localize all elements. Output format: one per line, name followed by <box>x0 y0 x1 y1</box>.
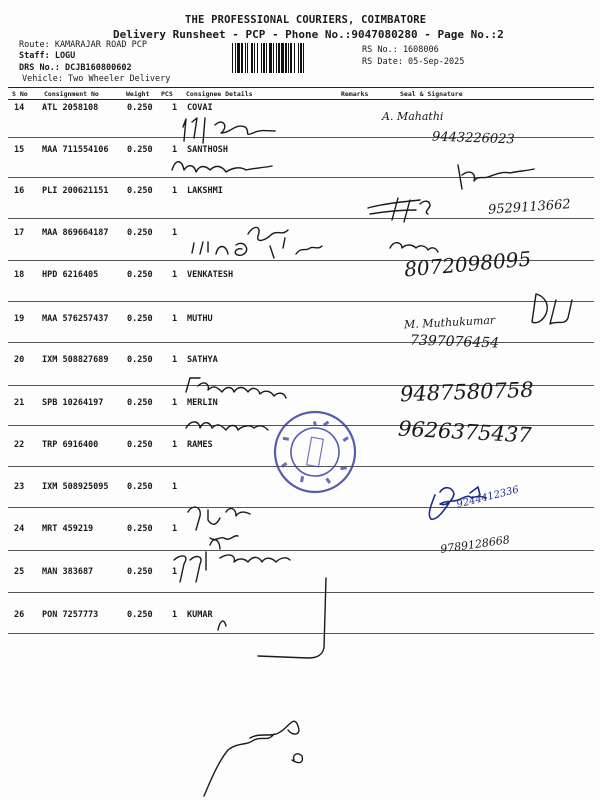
signature-scrawl <box>390 243 438 252</box>
col-consignee: Consignee Details <box>186 90 253 98</box>
row-pcs: 1 <box>172 482 178 492</box>
row-pcs: 1 <box>172 398 178 408</box>
row-consignee: KUMAR <box>187 610 213 620</box>
row-consignee: MERLIN <box>187 398 218 408</box>
barcode-bar <box>285 43 287 73</box>
barcode-bar <box>298 43 299 73</box>
row-sno: 24 <box>14 524 25 534</box>
row-consignment: IXM 508827689 <box>42 355 109 365</box>
row-weight: 0.250 <box>127 610 153 620</box>
barcode-bar <box>290 43 292 73</box>
row-pcs: 1 <box>172 567 178 577</box>
row-divider <box>8 342 594 343</box>
row-pcs: 1 <box>172 186 178 196</box>
row-pcs: 1 <box>172 314 178 324</box>
handwritten-phone: 9626375437 <box>397 416 533 448</box>
row-weight: 0.250 <box>127 440 153 450</box>
row-pcs: 1 <box>172 440 178 450</box>
col-seal-signature: Seal & Signature <box>400 90 463 98</box>
row-divider <box>8 633 594 634</box>
handwritten-phone: 8072098095 <box>403 246 533 282</box>
row-consignment: TRP 6916400 <box>42 440 99 450</box>
row-consignment: PON 7257773 <box>42 610 99 620</box>
barcode-bar <box>288 43 289 73</box>
barcode-bar <box>281 43 284 73</box>
barcode-bar <box>269 43 272 73</box>
row-sno: 14 <box>14 103 25 113</box>
rs-number: RS No.: 1608006 <box>362 45 439 55</box>
barcode-bar <box>278 43 280 73</box>
signature-scrawl <box>188 507 250 530</box>
row-sno: 15 <box>14 145 25 155</box>
barcode-bar <box>247 43 248 73</box>
barcode-bar <box>254 43 255 73</box>
col-consignment: Consignment No <box>44 90 99 98</box>
pen-stroke <box>218 621 226 630</box>
row-consignee: MUTHU <box>187 314 213 324</box>
row-sno: 23 <box>14 482 25 492</box>
handwritten-phone: 9443226023 <box>431 129 515 148</box>
row-sno: 16 <box>14 186 25 196</box>
row-sno: 19 <box>14 314 25 324</box>
signature-scrawl <box>186 378 286 398</box>
barcode-bar <box>232 43 233 73</box>
row-pcs: 1 <box>172 103 178 113</box>
seal-stamp <box>269 406 362 499</box>
row-consignment: MAN 383687 <box>42 567 94 577</box>
barcode-bar <box>251 43 253 73</box>
row-consignee: RAMES <box>187 440 213 450</box>
barcode-bar <box>294 43 295 73</box>
row-weight: 0.250 <box>127 524 153 534</box>
vehicle-label: Vehicle: Two Wheeler Delivery <box>22 74 171 84</box>
row-consignment: ATL 2058108 <box>42 103 99 113</box>
rs-date: RS Date: 05-Sep-2025 <box>362 57 465 67</box>
col-sno: S No <box>12 90 28 98</box>
signature-scrawl <box>210 536 238 540</box>
handwritten-phone: 7397076454 <box>409 332 500 352</box>
row-weight: 0.250 <box>127 145 153 155</box>
row-weight: 0.250 <box>127 270 153 280</box>
barcode-bar <box>237 43 240 73</box>
row-pcs: 1 <box>172 228 178 238</box>
signature-scrawl <box>183 118 275 143</box>
runsheet-title: Delivery Runsheet - PCP - Phone No.:9047080280 - Page No.:2 <box>113 28 504 41</box>
row-weight: 0.250 <box>127 228 153 238</box>
barcode-bar <box>276 43 277 73</box>
row-pcs: 1 <box>172 610 178 620</box>
row-consignment: IXM 508925095 <box>42 482 109 492</box>
row-consignment: MAA 711554106 <box>42 145 109 155</box>
row-divider <box>8 507 594 508</box>
row-divider <box>8 177 594 178</box>
row-weight: 0.250 <box>127 103 153 113</box>
signature-scrawl <box>532 294 572 324</box>
row-weight: 0.250 <box>127 567 153 577</box>
col-remarks: Remarks <box>341 90 369 98</box>
row-pcs: 1 <box>172 524 178 534</box>
row-divider <box>8 592 594 593</box>
handwritten-phone: 9789128668 <box>439 533 511 556</box>
row-weight: 0.250 <box>127 482 153 492</box>
row-sno: 22 <box>14 440 25 450</box>
row-consignment: PLI 200621151 <box>42 186 109 196</box>
row-sno: 26 <box>14 610 25 620</box>
row-divider <box>8 550 594 551</box>
row-weight: 0.250 <box>127 398 153 408</box>
pen-stroke <box>292 754 302 763</box>
row-consignee: SATHYA <box>187 355 218 365</box>
row-sno: 18 <box>14 270 25 280</box>
signature-scrawl <box>174 540 290 582</box>
row-weight: 0.250 <box>127 314 153 324</box>
barcode-bar <box>300 43 302 73</box>
barcode-bar <box>241 43 243 73</box>
barcode-bar <box>303 43 304 73</box>
row-consignment: HPD 6216405 <box>42 270 99 280</box>
barcode-bar <box>245 43 246 73</box>
pen-stroke <box>204 721 299 796</box>
barcode-bar <box>263 43 265 73</box>
row-sno: 21 <box>14 398 25 408</box>
barcode-bar <box>235 43 236 73</box>
table-header-rule <box>8 99 594 100</box>
barcode-bar <box>266 43 267 73</box>
handwritten-phone: 9487580758 <box>399 377 534 407</box>
row-sno: 17 <box>14 228 25 238</box>
barcode-bar <box>261 43 262 73</box>
drs-number: DRS No.: DCJB160800602 <box>19 63 132 73</box>
row-consignment: MAA 869664187 <box>42 228 109 238</box>
row-weight: 0.250 <box>127 355 153 365</box>
handwritten-phone: 9244412336 <box>455 484 521 511</box>
col-weight: Weight <box>126 90 150 98</box>
row-divider <box>8 466 594 467</box>
company-title: THE PROFESSIONAL COURIERS, COIMBATORE <box>185 14 427 26</box>
row-consignee: VENKATESH <box>187 270 234 280</box>
handwritten-phone: 9529113662 <box>487 197 572 218</box>
row-divider <box>8 218 594 219</box>
row-consignee: SANTHOSH <box>187 145 228 155</box>
row-consignee: LAKSHMI <box>187 186 223 196</box>
route-label: Route: KAMARAJAR ROAD PCP <box>19 40 147 50</box>
row-pcs: 1 <box>172 145 178 155</box>
table-top-rule <box>8 87 594 88</box>
row-pcs: 1 <box>172 270 178 280</box>
handwritten-name: M. Muthukumar <box>403 313 496 332</box>
barcode-bar <box>273 43 274 73</box>
row-weight: 0.250 <box>127 186 153 196</box>
row-sno: 20 <box>14 355 25 365</box>
row-consignment: SPB 10264197 <box>42 398 104 408</box>
row-consignment: MRT 459219 <box>42 524 94 534</box>
barcode-image <box>232 43 356 73</box>
row-divider <box>8 301 594 302</box>
signature-scrawl <box>192 227 322 258</box>
col-pcs: PCS <box>161 90 173 98</box>
row-pcs: 1 <box>172 355 178 365</box>
pen-stroke <box>258 578 326 658</box>
handwritten-name: A. Mahathi <box>382 110 444 123</box>
barcode-bar <box>257 43 258 73</box>
row-sno: 25 <box>14 567 25 577</box>
staff-label: Staff: LOGU <box>19 51 76 61</box>
row-consignment: MAA 576257437 <box>42 314 109 324</box>
signature-scrawl <box>172 162 272 172</box>
row-consignee: COVAI <box>187 103 213 113</box>
